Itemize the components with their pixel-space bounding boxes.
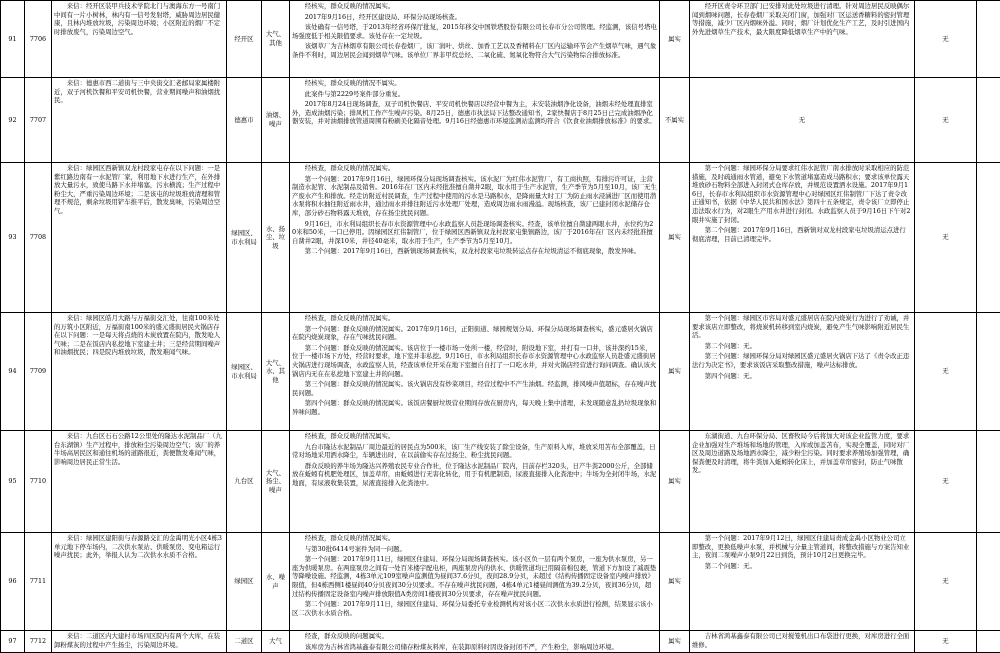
- remark-cell: [977, 78, 1000, 163]
- paragraph: 第一个问题：绿园区市容局对盛元盛居店在院内烧炭行为进行了劝诫，并要求该店立即整改，将烧炭机转移到室内烧炭，避免产生气味影响附近居民生活。: [692, 314, 912, 340]
- table-row: [1, 533, 1000, 631]
- paragraph: 九台市隆达水泥制品厂周边最近的居民点为500米，该厂生产线安装了除尘设备，生产原料入库，堆放采用苫布全部覆盖，日常对场地采用洒水降尘，车辆进出时，在以前偷实存在过扬尘、粉尘扰民问题。: [292, 443, 657, 460]
- investigation-cell: [290, 78, 660, 163]
- table-row: [1, 631, 1000, 653]
- table-row: [1, 313, 1000, 431]
- verdict-cell: 属实: [660, 631, 690, 653]
- table-row: [1, 163, 1000, 313]
- accountability-cell: 无: [915, 431, 977, 533]
- code-cell: 7706: [25, 1, 52, 78]
- district-cell: 绿园区: [227, 533, 262, 631]
- paragraph: 第一个问题：群众反映的情况属实。2017年9月16日，正阳街道、绿园规划分局、环保分局现场调查核实，盛元盛居火锅店在院内烧炭现象，存在气味扰民问题。: [292, 325, 657, 342]
- accountability-cell: 无: [915, 1, 977, 78]
- complaint-cell: [52, 631, 227, 653]
- paragraph: 2017年8月24日现场调查，双子司机快餐店、平安司机快餐店以经营中餐为主，未安装油烟净化设备，油烟未经处理直排室外，造成油烟污染；排风机工作产生噪声污染。8月25日，德惠市执法局下达整改通知书，2家快餐店于8月25日已完成油烟净化器安装，并对油烟排放管道周围有粉刷美化隔音处理。9月16日经德惠市环境监测站监测均符合《饮食业油烟排放标准》的要求。: [292, 100, 657, 126]
- paragraph: 该库房为吉林省鸿基鑫泰有限公司储存粉煤灰料库，在装卸原料时因设备封闭不严，产生粉尘，影响周边环境。: [292, 643, 657, 652]
- paragraph: 与第30批6414号案件为同一问题。: [292, 545, 657, 554]
- verdict-cell: 属实: [660, 1, 690, 78]
- district-cell: 经开区: [227, 1, 262, 78]
- seq-cell: 97: [1, 631, 25, 653]
- paragraph: 经查，群众反映的问题属实。: [292, 632, 657, 641]
- paragraph: 第二个问题：2017年9月11日，绿园区住建局、环保分局委托专业检测机构对该小区二次供水水质进行检测，结果显示该小区二次供水水质合格。: [292, 600, 657, 617]
- paragraph: 第四个问题：无。: [692, 372, 912, 381]
- paragraph: 来信：经开区装甲兵技术学院北门与澳海东方一号南门中间有一片小树林，林内有一信号发射塔，威胁周边居民健康，且林内堆放垃圾，污染周边环境；小区附近的烟厂不定时排放废气，污染周边空气。: [54, 2, 224, 36]
- paragraph: 第四个问题：群众反映的情况属实。该饭店餐厨垃圾营业期间存放在厨房内，每天晚上集中清理，未发现随意乱扔垃圾现象和异味问题。: [292, 399, 657, 416]
- measures-cell: [690, 313, 915, 431]
- verdict-cell: 属实: [660, 313, 690, 431]
- type-cell: 大气: [262, 631, 290, 653]
- paragraph: 来信：二道区内大建村市场四区院内有两个大库，在装卸粉煤灰的过程中产生扬尘，污染周边环境。: [54, 632, 224, 649]
- paragraph: 来信：绿园区西新镇双龙村段家屯存在以下问题：一是紫红路边南有一水泥管厂家，利用地下水进行生产，在外排放大量污水，致使马路下水井堵塞，污水横流；生产过程中粉尘大，严重污染周边环境；二是该屯的垃圾堆放清理和管理不规范，剩余垃圾用铲车推平后，散发臭味，污染周边空气。: [54, 164, 224, 216]
- paragraph: 来信：绿园区建阳街与春源路交汇的金禹明光小区4栋3单元地下停车场内，二次供水泵站、供暖泵房、变电箱运行噪声扰民；此外，举报人认为二次供水水质不合格。: [54, 534, 224, 560]
- paragraph: 9月16日，市水利局组织长春市水资源管理中心水政监察人员赴现场调查核实。经查，该单位擅自凿建两眼水井，水位约为20米和50米，一口已停用。因绿园区红伟制管厂，位于绿园区西新镇双龙村段家屯集镇路边，该厂于2016年在厂区内未经批准擅自凿井2眼，井深10米，井径40毫米，取水用于生产，生产季节为5月至10月。: [292, 220, 657, 246]
- seq-cell: 94: [1, 313, 25, 431]
- type-cell: 大气、其他: [262, 1, 290, 78]
- code-cell: 7708: [25, 163, 52, 313]
- paragraph: 2017年9月16日，经开区建设局、环保分局现场核查。: [292, 13, 657, 22]
- paragraph: 第三个问题：绿园环保分局对绿园区盛元盛居火锅店下达了《责令改正违法行为决定书》，要求该饭店采取整改措施，噪声达标排放。: [692, 352, 912, 369]
- investigation-cell: [290, 313, 660, 431]
- accountability-cell: 无: [915, 631, 977, 653]
- paragraph: 来信：九台区石石公路12公里处的隆达水泥制品厂（九台东湖镇）生产过程中，排放粉尘污染周边空气；该厂的养牛场高居民区和通往机场的道路很近，粪便散发难闻气味，影响周边居民正常生活。: [54, 432, 224, 466]
- paragraph: 经核查，群众反映的情况属实。: [292, 314, 657, 323]
- paragraph: 东湖街道、九台环保分局、区畜牧局今后将加大对该企业监管力度，要求企业加强对生产堆场和场地的管理，入库或加盖苫布，实现全覆盖，同时对厂区及周边道路及场地洒水降尘，减少粉尘污染。同时要求养殖场加强管理，确保粪便及时清理，将牛粪加入蚯蚓转化床上，并加盖草帘密封，防止气味散发。: [692, 432, 912, 475]
- type-cell: 油烟、噪声: [262, 78, 290, 163]
- table-row: [1, 431, 1000, 533]
- code-cell: 7712: [25, 631, 52, 653]
- verdict-cell: 不属实: [660, 78, 690, 163]
- district-cell: 二道区: [227, 631, 262, 653]
- paragraph: 第一个问题：2017年9月12日，绿园区住建局责成金禹小区物业公司立即整改，更换低噪声水泵，并机械与分量主管道间，将整改措施与方案告知业主，夜间二泵噪声小泵9月22日到货，预计10月2日更换完毕。: [692, 534, 912, 560]
- measures-cell: [690, 533, 915, 631]
- type-cell: 大气、水、其他: [262, 313, 290, 431]
- measures-cell: [690, 163, 915, 313]
- paragraph: 经核实，群众反映的情况属实。: [292, 2, 657, 11]
- code-cell: 7707: [25, 78, 52, 163]
- paragraph: 吉林省鸿基鑫泰有限公司已对搅笼机出口布袋进行更换，对库房进行全面维修。: [692, 632, 912, 649]
- paragraph: 此案件与第2229号案件部分重复。: [292, 90, 657, 99]
- remark-cell: [977, 1, 1000, 78]
- paragraph: 第二个问题：无。: [692, 342, 912, 351]
- measures-cell: [690, 431, 915, 533]
- district-cell: 绿园区、市水利局: [227, 163, 262, 313]
- paragraph: 第二个问题：2017年9月16日，西新镇现场调查核实，双龙村段家屯垃圾转运点存在垃圾清运不彻底现象，散发异味。: [292, 247, 657, 256]
- remark-cell: [977, 631, 1000, 653]
- measures-cell: [690, 1, 915, 78]
- type-cell: 水、噪声: [262, 533, 290, 631]
- type-cell: 水、扬尘、垃圾: [262, 163, 290, 313]
- paragraph: 第二个问题：2017年9月16日，西新镇对双龙村段家屯垃圾清运点进行彻底清理，目前已清理完毕。: [692, 226, 912, 243]
- seq-cell: 96: [1, 533, 25, 631]
- accountability-cell: 无: [915, 533, 977, 631]
- paragraph: 第一个问题：2017年9月11日，绿园区住建局、环保分局现场调查核实。该小区负一层有两个泵房，一座为供水泵房，另一座为供暖泵房。在两座泵房之间有一处百米楼宇配电柜，两座泵房内的供水、供暖管道均已用隔音棉包裹，管道下方加设了减震垫等降噪设施。经监测，4栋3单元109室噪声监测值为昼间37.6分贝，夜间28.9分贝，未超过《结构传播固定设备室内噪声排放》限值，但4栋西侧1楼昼间40分贝夜间30分贝要求。不存在噪声扰民问题，4栋4单元1楼昼间测值为39.2分贝，夜间36分贝，超过结构传播固定设备室内噪声排放限值A类房间1楼夜间30分贝要求，存在噪声扰民问题。: [292, 555, 657, 598]
- paragraph: 该处确有一信号塔，于2013年经省环保厅批复，2015年移交中国铁塔股份有限公司长春市分公司管理。经监测，该信号塔电场强度低于相关限值要求。该处存在一定垃圾。: [292, 23, 657, 40]
- remark-cell: [977, 163, 1000, 313]
- code-cell: 7710: [25, 431, 52, 533]
- table-row: [1, 78, 1000, 163]
- paragraph: 来信：绿园区皓月大路与万福街交汇处，往南100米处的万筑小区附近，万福街南100米的盛元盛街居民火锅店存在以下问题：一是每天将点烧的木炭放置在院内，散发呛人气味；二是在饭店内私挖地下室建土井；三是经营期间噪声和油烟扰民；四是院内堆放垃圾，散发难闻气味。: [54, 314, 224, 357]
- paragraph: 第二个问题：无。: [692, 562, 912, 571]
- complaint-cell: [52, 78, 227, 163]
- case-table-body: [1, 1, 1000, 653]
- paragraph: 来信：德惠市西二道街与三中央街交汇老邮局家属楼附近，双子河机饮餐和平安司机快餐，营业期间噪声和油烟扰民。: [54, 79, 224, 105]
- accountability-cell: 无: [915, 78, 977, 163]
- district-cell: 九台区: [227, 431, 262, 533]
- seq-cell: 93: [1, 163, 25, 313]
- paragraph: 经开区责令环卫部门已安排对此处垃圾进行清理。针对周边居民反映偶尔闻到烟味问题，长春卷烟厂采取关闭门窗，加强对厂区运送香糖料的密封管理等措施，减少厂区内烟味外溢。同时，烟厂计划优化生产工艺，及时引进国内外先进烟草生产技术，最大限度降低烟草生产中的气味。: [692, 2, 912, 36]
- paragraph: 经核查，群众反映的情况属实。: [292, 164, 657, 173]
- paragraph: 群众反映的养牛场为隆达兴养殖农民专业合作社，位于隆达水泥制品厂院内，目前存栏320头，日产牛粪2000公斤，全部储放在蚯蚓有机肥处理区，加盖草帘，由蚯蚓进行无害化转化，用于有机肥制造，尿液直接排入化粪池中；牛场为全封闭牛场，水泥地面，有尿液收集装置，尿液直接排入化粪池中。: [292, 462, 657, 488]
- paragraph: 该烟草厂为吉林烟草有限公司长春卷烟厂，该厂润叶、烘丝、加香工艺以及香精料在厂区内运输环节会产生烟草气味，遇气象条件不利时，周边居民会闻到烟草气味。该单位厂界非甲烷总烃、二氧化硫、氮氧化物符合大气污染物综合排放标准。: [292, 42, 657, 59]
- code-cell: 7709: [25, 313, 52, 431]
- complaint-cell: [52, 431, 227, 533]
- seq-cell: 91: [1, 1, 25, 78]
- paragraph: 第一个问题：绿园环保分局要求红伟水泥管厂南水排放时采取相应的防范措施，及时疏通雨水管道，避免下水管道堵塞造成马路积水；要求该单位露天堆放砂石物料全部进入封闭式仓库存放，并规范设置洒水设施。2017年9月16日，长春市水利局组织市水资源管理中心对绿园区红伟制管厂下达了责令改正通知书，依据《中华人民共和国水法》第四十五条规定，责令该厂立即停止违法取水行为，对2眼生产用水井进行封闭。水政监察人员于9月16日下午对2眼井实施了封闭。: [692, 164, 912, 224]
- district-cell: 德惠市: [227, 78, 262, 163]
- paragraph: 第三个问题：群众反映的情况属实。该火锅店没有炒菜项目，经营过程中不产生油烟。经监测，排风噪声值超标，存在噪声扰民问题。: [292, 380, 657, 397]
- remark-cell: [977, 431, 1000, 533]
- measures-cell: [690, 631, 915, 653]
- complaint-cell: [52, 533, 227, 631]
- accountability-cell: 无: [915, 163, 977, 313]
- investigation-cell: [290, 163, 660, 313]
- investigation-cell: [290, 533, 660, 631]
- remark-cell: [977, 313, 1000, 431]
- complaint-cell: [52, 313, 227, 431]
- paragraph: 经核查，群众反映的情况属实。: [292, 432, 657, 441]
- paragraph: 经核实，群众反映的情况不属实。: [292, 79, 657, 88]
- district-cell: 绿园区、市水利局: [227, 313, 262, 431]
- code-cell: 7711: [25, 533, 52, 631]
- paragraph: 第一个问题：2017年9月16日，绿园环保分局现场调查核实。该水泥厂为红伟水泥管厂，有工商执照，有排污许可证，主营制造水泥管、水泥制品及销售。2016年在厂区内未经批准擅自凿井2眼，取水用于生产水泥管，生产季节为5月至10月，该厂无生产废水产生和排放。经走访附近村民调查，生产过程中使用的污水是马路积水，是降雨量大时工厂为防止雨水浸涵进厂区而使用潜水泵将积水抽往附近雨水井，通过雨水并排往附近污水处理厂处理，造成周边雨水雨漫溢。现场核查，该厂已建封闭水泥储存仓库，部分砂石物料露天堆放，存在扬尘扰民问题。: [292, 175, 657, 218]
- verdict-cell: 属实: [660, 533, 690, 631]
- investigation-cell: [290, 631, 660, 653]
- investigation-cell: [290, 431, 660, 533]
- paragraph: 第二个问题：群众反映的情况属实。该店位于一楼市场一处所一楼，经营时，附设地下室，并打有一口井，该井深约15米，位于一楼市场下方处，经营时要求，地下室并非私挖。9月16日，市水利局组织长春市水资源管理中心水政监察人员赴盛元盛街居火锅店进行现场调查，水政监察人员，经查该单位开采在地下室擅自自打了一口吃水井，并对火锅店经营进行询问调查。确认该火锅店内无在在私挖地下室建土井的问题。: [292, 344, 657, 378]
- measures-cell: 无: [690, 78, 915, 163]
- complaint-cell: [52, 163, 227, 313]
- remark-cell: [977, 533, 1000, 631]
- verdict-cell: 属实: [660, 431, 690, 533]
- type-cell: 大气、扬尘、噪声: [262, 431, 290, 533]
- accountability-cell: 无: [915, 313, 977, 431]
- seq-cell: 92: [1, 78, 25, 163]
- seq-cell: 95: [1, 431, 25, 533]
- complaint-cell: [52, 1, 227, 78]
- investigation-cell: [290, 1, 660, 78]
- paragraph: 经核查，群众反映的情况属实。: [292, 534, 657, 543]
- verdict-cell: 属实: [660, 163, 690, 313]
- table-row: [1, 1, 1000, 78]
